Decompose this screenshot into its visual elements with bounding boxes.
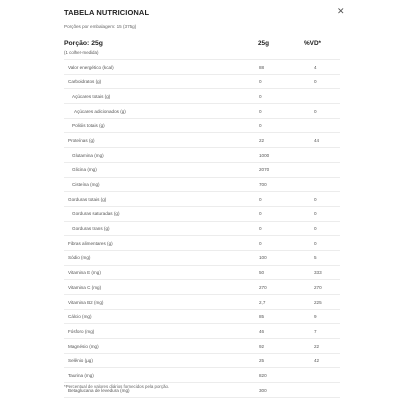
nutrient-vd: 0 [314, 211, 317, 217]
nutrient-vd: 42 [314, 358, 320, 364]
table-row [64, 74, 340, 89]
nutrient-name: Açúcares adicionados (g) [74, 108, 126, 114]
close-icon[interactable]: ✕ [337, 6, 345, 16]
table-row [64, 147, 340, 162]
nutrient-amount: 25 [259, 358, 265, 364]
nutrient-vd: 0 [314, 108, 317, 114]
nutrient-vd: 4 [314, 64, 317, 70]
nutrient-name: Vitamina E (mg) [68, 270, 101, 276]
nutrient-amount: 0 [259, 196, 262, 202]
nutrient-amount: 820 [259, 372, 267, 378]
nutrient-vd: 0 [314, 240, 317, 246]
nutrient-amount: 22 [259, 137, 265, 143]
nutrient-name: Açúcares totais (g) [72, 93, 111, 99]
portion-label: Porção: 25g [64, 40, 103, 47]
table-row [64, 309, 340, 324]
table-row [64, 162, 340, 177]
nutrient-amount: 0 [259, 123, 262, 129]
table-row [64, 206, 340, 221]
portion-measure: (1 colher-medida) [64, 50, 99, 55]
nutrient-vd: 225 [314, 299, 322, 305]
nutrient-amount: 88 [259, 64, 265, 70]
nutrient-amount: 46 [259, 328, 265, 334]
nutrient-amount: 2,7 [259, 299, 266, 305]
nutrient-name: Cálcio (mg) [68, 314, 92, 320]
nutrient-name: Magnésio (mg) [68, 343, 99, 349]
nutrient-amount: 0 [259, 93, 262, 99]
table-row [64, 59, 340, 74]
nutrient-name: Cisteína (mg) [72, 182, 100, 187]
nutrient-vd: 7 [314, 328, 317, 334]
nutrient-vd: 270 [314, 284, 322, 290]
table-row [64, 235, 340, 250]
table-header [64, 40, 334, 60]
nutrient-amount: 0 [259, 108, 262, 114]
nutrient-name: Glicina (mg) [72, 167, 97, 173]
table-row [64, 191, 340, 206]
nutrient-amount: 270 [259, 284, 267, 290]
nutrient-name: Gorduras saturadas (g) [72, 211, 120, 217]
nutrient-amount: 85 [259, 314, 265, 320]
servings-per-package: Porções por embalagem: 15 (375g) [64, 24, 137, 29]
table-row [64, 221, 340, 236]
nutrient-name: Vitamina C (mg) [68, 284, 102, 290]
table-row [64, 103, 340, 118]
nutrient-vd: 22 [314, 343, 320, 349]
nutrient-name: Sódio (mg) [68, 255, 91, 261]
nutrient-name: Carboidratos (g) [68, 79, 102, 85]
nutrient-name: Vitamina B2 (mg) [68, 299, 104, 305]
nutrient-amount: 2070 [259, 167, 270, 173]
nutrient-name: Fibras alimentares (g) [68, 240, 113, 246]
table-row [64, 88, 340, 103]
nutrient-amount: 0 [259, 226, 262, 232]
table-row [64, 279, 340, 294]
nutrient-name: Gorduras totais (g) [68, 196, 107, 202]
nutrient-vd: 0 [314, 79, 317, 85]
table-row [64, 177, 340, 192]
nutrient-name: Gorduras trans (g) [72, 226, 110, 232]
nutrient-name: Betaglucana de levedura (mg) [68, 387, 130, 393]
nutrient-vd: 44 [314, 137, 320, 143]
nutrient-amount: 300 [259, 387, 267, 393]
nutrient-name: Proteínas (g) [68, 137, 95, 143]
footnote: *Percentual de valores diários fornecidos pela porção. [64, 384, 170, 389]
nutrient-vd: 333 [314, 270, 322, 276]
table-row [64, 367, 340, 382]
nutrient-name: Fósforo (mg) [68, 328, 95, 334]
column-vd-header: %VD* [304, 40, 322, 47]
table-row [64, 338, 340, 353]
nutrient-amount: 50 [259, 270, 265, 276]
table-row [64, 294, 340, 309]
nutrient-vd: 0 [314, 226, 317, 232]
nutrient-amount: 1000 [259, 152, 270, 158]
nutrient-name: Polióis totais (g) [72, 123, 105, 129]
nutrition-rows [64, 59, 340, 398]
nutrient-name: Valor energético (kcal) [68, 64, 114, 70]
nutrient-amount: 0 [259, 79, 262, 85]
table-row [64, 353, 340, 368]
modal-title: TABELA NUTRICIONAL [64, 8, 150, 17]
nutrient-amount: 0 [259, 211, 262, 217]
nutrient-amount: 100 [259, 255, 267, 261]
table-row [64, 118, 340, 133]
nutrient-vd: 9 [314, 314, 317, 320]
nutrient-vd: 5 [314, 255, 317, 261]
table-row [64, 132, 340, 147]
column-amount-header: 25g [258, 40, 270, 47]
nutrient-name: Selênio (µg) [68, 358, 93, 364]
nutrient-vd: 0 [314, 196, 317, 202]
nutrient-amount: 92 [259, 343, 265, 349]
nutrient-name: Glutamina (mg) [72, 152, 104, 158]
table-row [64, 250, 340, 265]
table-row [64, 323, 340, 338]
nutrient-amount: 0 [259, 240, 262, 246]
nutrient-amount: 700 [259, 182, 267, 187]
table-row [64, 265, 340, 280]
nutrient-name: Taurina (mg) [68, 372, 94, 378]
